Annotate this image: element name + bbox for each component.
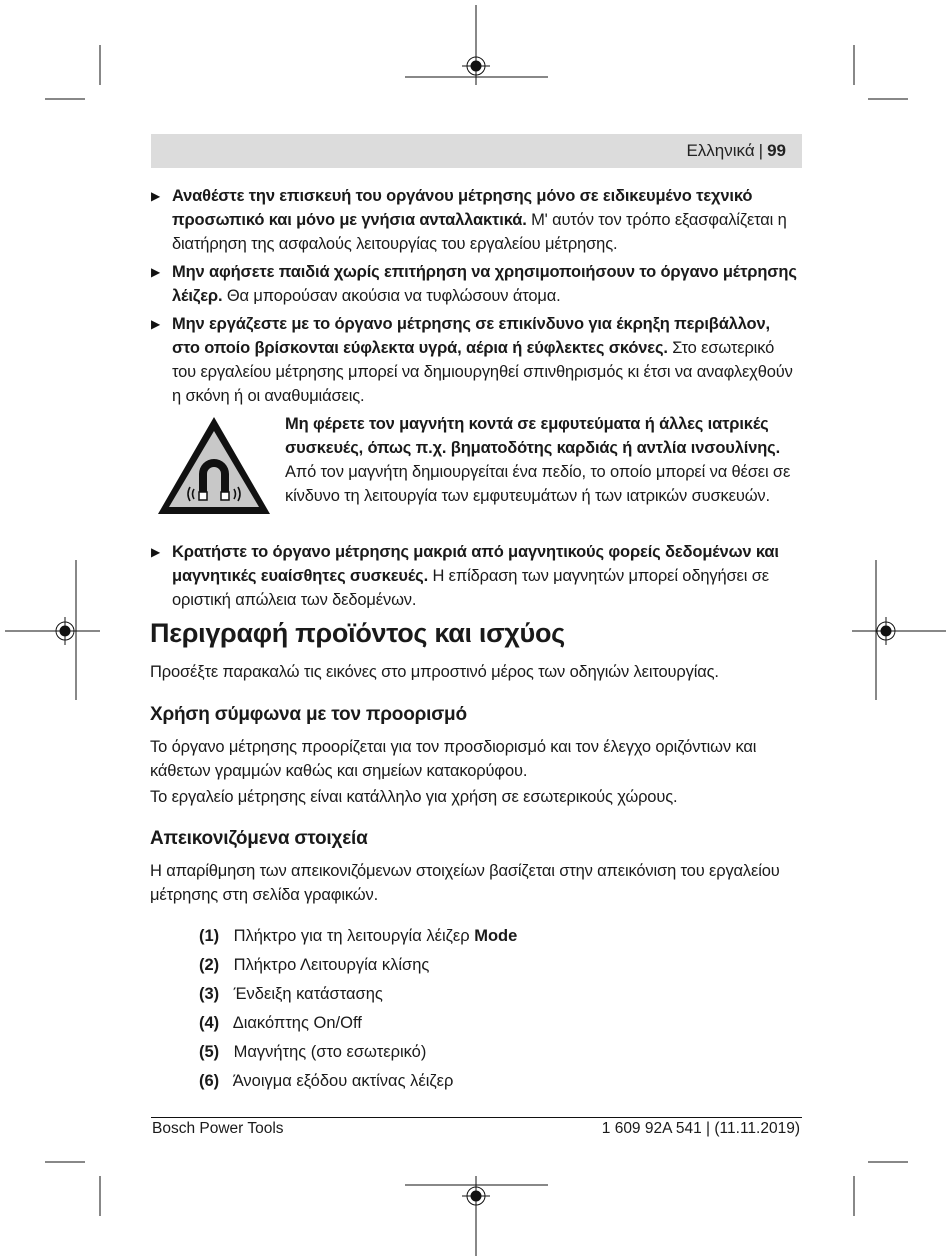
bullet-text: Μ' αυτόν τον τρόπο εξασφαλίζεται η διατήρηση της ασφαλούς λειτουργίας του εργαλείου μέτρησης. (172, 211, 787, 253)
intended-use-title: Χρήση σύμφωνα με τον προορισμό (150, 704, 467, 725)
list-item: (2) Πλήκτρο Λειτουργία κλίσης (199, 956, 430, 974)
bullet-text: Η επίδραση των μαγνητών μπορεί οδηγήσει σε οριστική απώλεια των δεδομένων. (172, 567, 769, 609)
intended-use-p1: Το όργανο μέτρησης προορίζεται για τον προσδιορισμό και τον έλεγχο οριζόντιων και κάθετων γραμμών καθώς και σημείων κατακορύφου. (150, 738, 757, 780)
page-header-bar (151, 134, 802, 168)
footer-divider (151, 1117, 802, 1118)
bullet-arrow-icon: ▶ (151, 545, 161, 559)
list-item: (3) Ένδειξη κατάστασης (199, 985, 383, 1003)
bullet-bold: Αναθέστε την επισκευή του οργάνου μέτρησης μόνο σε ειδικευμένο τεχνικό προσωπικό και μόνο με γνήσια ανταλλακτικά. (172, 187, 753, 229)
magnet-warning-text (285, 412, 805, 508)
list-item: (4) Διακόπτης On/Off (199, 1014, 362, 1032)
header-separator: | (758, 141, 764, 160)
list-item: (1) Πλήκτρο για τη λειτουργία λέιζερ Mode (199, 927, 518, 945)
bullet-arrow-icon: ▶ (151, 265, 161, 279)
bullet-item (151, 184, 802, 256)
footer-brand: Bosch Power Tools (152, 1120, 284, 1137)
bullet-arrow-icon: ▶ (151, 317, 161, 331)
safety-bullets (151, 184, 802, 616)
bullet-arrow-icon: ▶ (151, 189, 161, 203)
warning-body: Από τον μαγνήτη δημιουργείται ένα πεδίο, το οποίο μπορεί να θέσει σε κίνδυνο τη λειτουργία των εμφυτευμάτων ή των ιατρικών συσκευών. (285, 463, 791, 505)
magnet-warning-icon (155, 414, 273, 518)
components-list (199, 922, 517, 1096)
page-header (686, 141, 786, 161)
page-number: 99 (767, 141, 786, 160)
bullet-item (151, 312, 802, 408)
intended-use-p2: Το εργαλείο μέτρησης είναι κατάλληλο για χρήση σε εσωτερικούς χώρους. (150, 788, 678, 806)
header-language: Ελληνικά (686, 141, 755, 160)
bullet-bold: Μην εργάζεστε με το όργανο μέτρησης σε επικίνδυνο για έκρηξη περιβάλλον, στο οποίο βρίσκονται εύφλεκτα υγρά, αέρια ή εύφλεκτες σκόνες. (172, 315, 770, 357)
bullet-bold: Κρατήστε το όργανο μέτρησης μακριά από μαγνητικούς φορείς δεδομένων και μαγνητικές ευαίσθητες συσκευές. (172, 543, 779, 585)
list-item: (5) Μαγνήτης (στο εσωτερικό) (199, 1043, 427, 1061)
section-title: Περιγραφή προϊόντος και ισχύος (150, 618, 565, 648)
magnet-warning (151, 412, 802, 528)
components-title: Απεικονιζόμενα στοιχεία (150, 828, 368, 849)
bullet-text: Θα μπορούσαν ακούσια να τυφλώσουν άτομα. (222, 287, 561, 305)
bullet-text: Στο εσωτερικό του εργαλείου μέτρησης μπορεί να δημιουργηθεί σπινθηρισμός κι έτσι να αναφλεχθούν η σκόνη ή οι αναθυμιάσεις. (172, 339, 793, 405)
list-item: (6) Άνοιγμα εξόδου ακτίνας λέιζερ (199, 1072, 454, 1090)
bullet-item (151, 540, 802, 612)
components-intro: Η απαρίθμηση των απεικονιζόμενων στοιχείων βασίζεται στην απεικόνιση του εργαλείου μέτρησης στη σελίδα γραφικών. (150, 862, 780, 904)
warning-bold: Μη φέρετε τον μαγνήτη κοντά σε εμφυτεύματα ή άλλες ιατρικές συσκευές, όπως π.χ. βηματοδότης καρδιάς ή αντλία ινσουλίνης. (285, 415, 781, 457)
section-intro: Προσέξτε παρακαλώ τις εικόνες στο μπροστινό μέρος των οδηγιών λειτουργίας. (150, 663, 719, 681)
bullet-bold: Μην αφήσετε παιδιά χωρίς επιτήρηση να χρησιμοποιήσουν το όργανο μέτρησης λέιζερ. (172, 263, 797, 305)
footer-doc-number: 1 609 92A 541 | (11.11.2019) (601, 1120, 800, 1137)
bullet-item (151, 260, 802, 308)
